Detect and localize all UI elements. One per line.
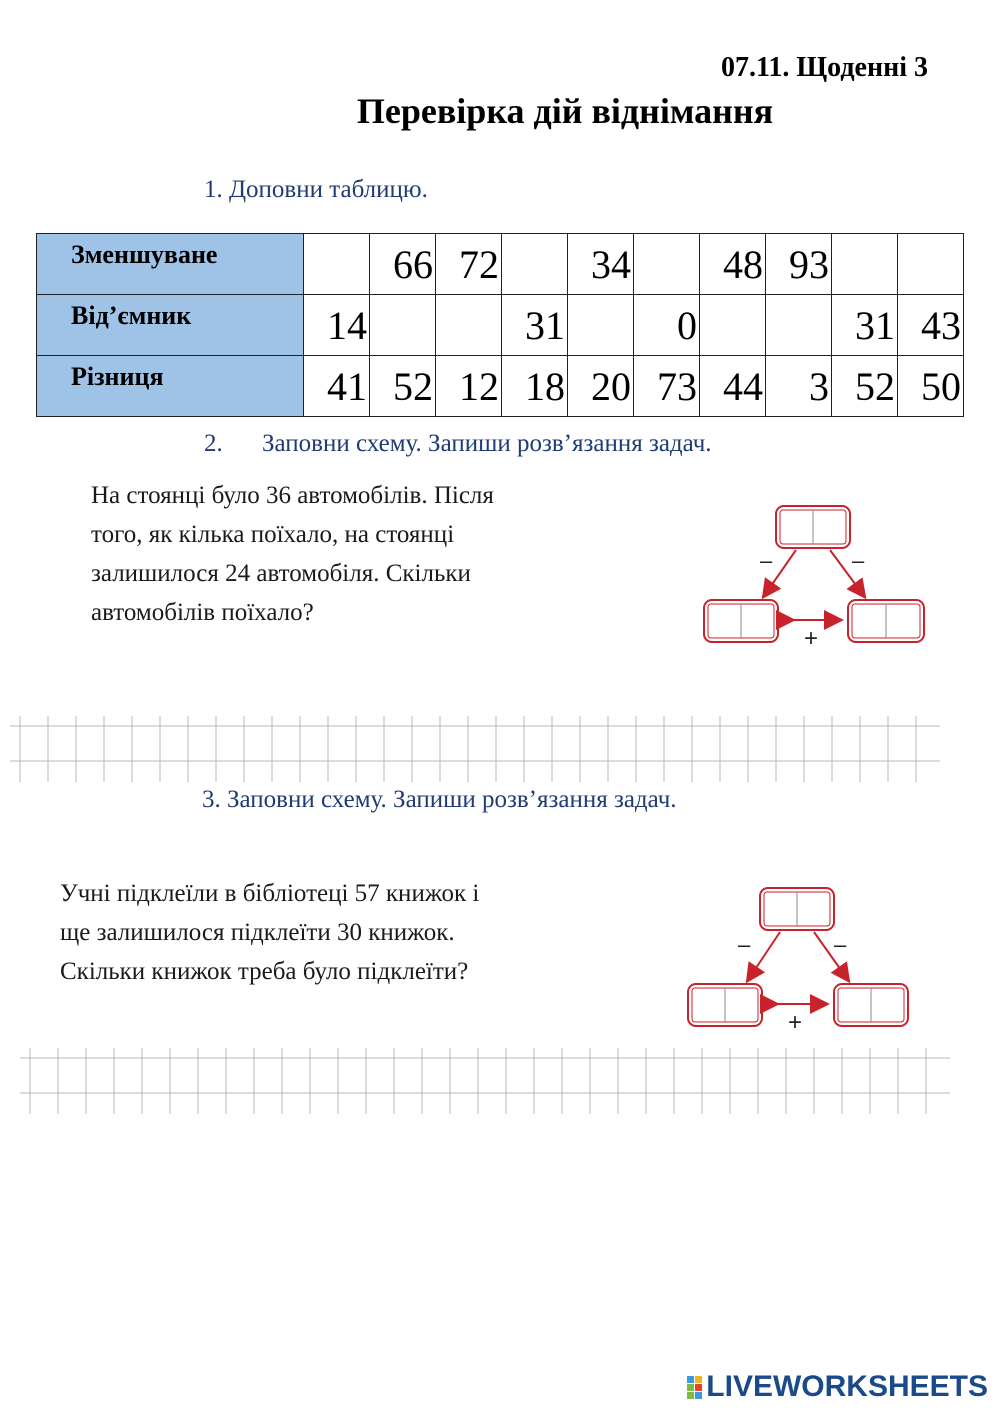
table-cell: 31: [502, 295, 568, 356]
table-cell[interactable]: [700, 295, 766, 356]
table-cell: 41: [304, 356, 370, 417]
table-cell[interactable]: [634, 234, 700, 295]
answer-input[interactable]: [437, 300, 499, 350]
table-cell: 52: [832, 356, 898, 417]
table-cell: 50: [898, 356, 964, 417]
table-cell: 66: [370, 234, 436, 295]
answer-input[interactable]: [833, 239, 895, 289]
table-cell: 20: [568, 356, 634, 417]
problem-line: автомобілів поїхало?: [91, 599, 314, 626]
logo-mark-icon: [687, 1376, 702, 1399]
problem-line: Учні підклеїли в бібліотеці 57 книжок і: [60, 880, 480, 907]
table-cell[interactable]: [766, 295, 832, 356]
table-cell[interactable]: [436, 295, 502, 356]
liveworksheets-logo: [687, 1370, 988, 1404]
task1-heading: 1. Доповни таблицю.: [204, 176, 428, 203]
table-cell: 72: [436, 234, 502, 295]
table-cell: 73: [634, 356, 700, 417]
scheme-minus-left: –: [760, 548, 773, 573]
problem-line: На стоянці було 36 автомобілів. Після: [91, 482, 494, 509]
table-row: [37, 295, 964, 356]
table-cell: 52: [370, 356, 436, 417]
answer-input[interactable]: [767, 300, 829, 350]
answer-input[interactable]: [305, 239, 367, 289]
row-label: Зменшуване: [37, 234, 304, 295]
scheme-right-box[interactable]: [848, 600, 924, 642]
table-cell[interactable]: [370, 295, 436, 356]
task3-heading-line: [202, 786, 677, 814]
subtraction-table: [36, 233, 964, 417]
scheme-minus-left: –: [738, 932, 751, 957]
task3-heading: Заповни схему. Запиши розв’язання задач.: [227, 786, 677, 813]
task2-answer-grid[interactable]: [10, 716, 940, 782]
row-label: Від’ємник: [37, 295, 304, 356]
logo-text: LIVEWORKSHEETS: [706, 1370, 988, 1403]
problem-line: Скільки книжок треба було підклеїти?: [60, 958, 469, 985]
answer-input[interactable]: [635, 239, 697, 289]
task2-heading: Заповни схему. Запиши розв’язання задач.: [262, 430, 712, 457]
problem-line: ще залишилося підклеїти 30 книжок.: [60, 919, 455, 946]
row-label: Різниця: [37, 356, 304, 417]
scheme-minus-right: –: [834, 932, 847, 957]
table-cell[interactable]: [898, 234, 964, 295]
answer-input[interactable]: [701, 300, 763, 350]
scheme-plus: +: [804, 625, 819, 650]
table-row: [37, 234, 964, 295]
scheme-left-box[interactable]: [688, 984, 762, 1026]
answer-input[interactable]: [899, 239, 961, 289]
table-cell[interactable]: [568, 295, 634, 356]
table-cell: 3: [766, 356, 832, 417]
table-cell: 44: [700, 356, 766, 417]
scheme-plus: +: [788, 1009, 803, 1032]
table-cell[interactable]: [502, 234, 568, 295]
problem-line: того, як кілька поїхало, на стоянці: [91, 521, 455, 548]
problem-line: залишилося 24 автомобіля. Скільки: [91, 560, 471, 587]
table-cell[interactable]: [832, 234, 898, 295]
table-cell: 12: [436, 356, 502, 417]
table-cell: 31: [832, 295, 898, 356]
table-cell: 93: [766, 234, 832, 295]
answer-input[interactable]: [371, 300, 433, 350]
date-line: 07.11. Щоденні 3: [720, 52, 928, 83]
task2-scheme: [700, 498, 940, 650]
task3-number: 3.: [202, 786, 221, 813]
page-title: Перевірка дій віднімання: [356, 91, 774, 131]
table-cell: 18: [502, 356, 568, 417]
answer-input[interactable]: [569, 300, 631, 350]
table-cell: 14: [304, 295, 370, 356]
scheme-arrow-left: [748, 932, 780, 980]
task3-scheme: [684, 880, 924, 1032]
task3-answer-grid[interactable]: [20, 1048, 950, 1114]
scheme-minus-right: –: [852, 548, 865, 573]
table-cell: 0: [634, 295, 700, 356]
scheme-top-box[interactable]: [760, 888, 834, 930]
task2-problem-text: [91, 476, 611, 632]
table-cell[interactable]: [304, 234, 370, 295]
scheme-left-box[interactable]: [704, 600, 778, 642]
task3-problem-text: [60, 874, 600, 991]
table-cell: 48: [700, 234, 766, 295]
scheme-right-box[interactable]: [834, 984, 908, 1026]
table-row: [37, 356, 964, 417]
table-cell: 34: [568, 234, 634, 295]
answer-input[interactable]: [503, 239, 565, 289]
scheme-top-box[interactable]: [776, 506, 850, 548]
table-cell: 43: [898, 295, 964, 356]
task2-number: 2.: [204, 430, 223, 457]
